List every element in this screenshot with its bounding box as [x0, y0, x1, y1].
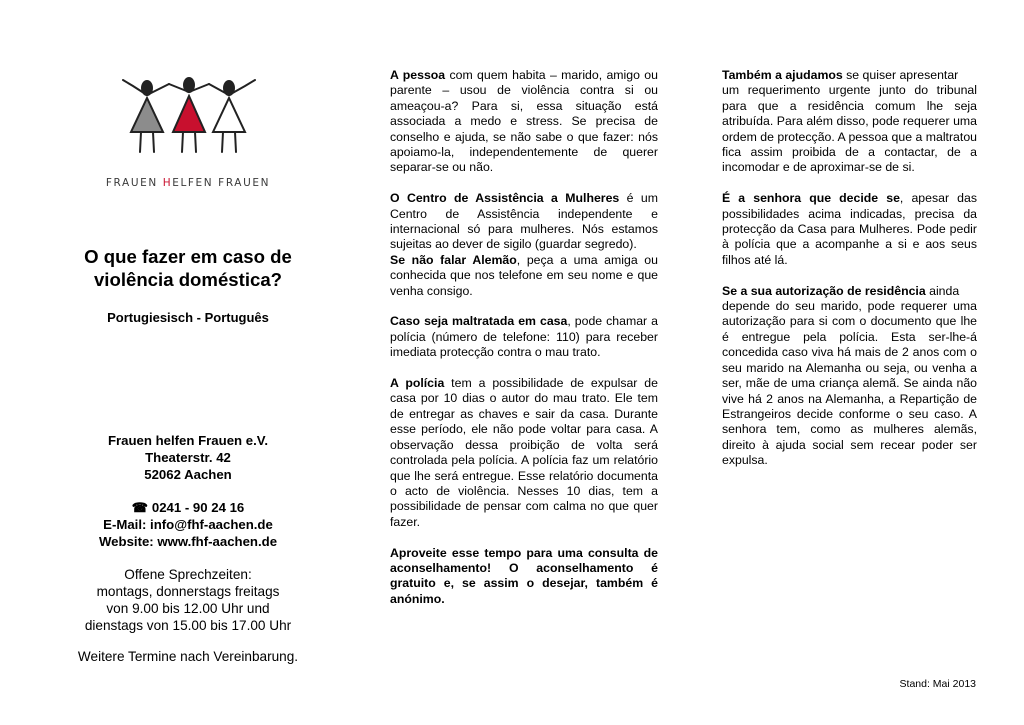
paragraph: A pessoa com quem habita – marido, amigo ou parente – usou de violência contra si ou ameaçou-a? Para si, essa situação está associada a medo e stress. Se precisa de conselho e ajuda, se não sabe o que fazer: nós apoiamo-la, independentemente de querer separar-se ou não. [390, 68, 658, 175]
hours-line: dienstags von 15.00 bis 17.00 Uhr [84, 618, 292, 633]
phone-number: 0241 - 90 24 16 [151, 500, 245, 515]
date-stamp: Stand: Mai 2013 [899, 678, 976, 690]
hours-line: von 9.00 bis 12.00 Uhr und [106, 601, 270, 616]
org-street: Theaterstr. 42 [145, 450, 231, 465]
org-name: Frauen helfen Frauen e.V. [107, 433, 268, 448]
paragraph: O Centro de Assistência a Mulheres é um Centro de Assistência independente e internacional só para mulheres. Nós estamos sujeitas ao dever de sigilo (guardar segredo). Se não falar Alemão, peça a uma amiga ou conhecida que nos telefone em seu nome e que venha consigo. [390, 191, 658, 298]
telephone-icon: ☎ [131, 500, 149, 515]
phone-line [68, 499, 308, 516]
website-line[interactable]: Website: www.fhf-aachen.de [98, 534, 278, 549]
paragraph: A polícia tem a possibilidade de expulsar de casa por 10 dias o autor do mau trato. Ele tem de entregar as chaves e sair da casa. Durante esse período, ele não pode voltar para casa. A observação dessa proibição de volta será controlada pela polícia. A polícia faz um relatório que lhe será entregue. Esse relatório documenta o acto de violência. Nesses 10 dias, tem a possibilidade de pensar com calma no que quer fazer. [390, 376, 658, 529]
paragraph: Também a ajudamos se quiser apresentar um requerimento urgente junto do tribunal para que a residência comum lhe seja atribuída. Para além disso, pode requerer uma ordem de protecção. A pessoa que a maltratou fica assim proibida de a contactar, de a incomodar e de aproximar-se de si. [722, 68, 977, 175]
hours-title: Offene Sprechzeiten: [124, 567, 252, 582]
appointment-note: Weitere Termine nach Vereinbarung. [77, 649, 299, 664]
cover-column [68, 66, 308, 665]
language-label: Portugiesisch - Português [107, 310, 269, 325]
org-city: 52062 Aachen [144, 467, 232, 482]
middle-column [390, 68, 658, 623]
logo-wordmark: FRAUEN HELFEN FRAUEN [105, 177, 271, 189]
hours-line: montags, donnerstags freitags [96, 584, 280, 599]
office-hours [68, 566, 308, 634]
paragraph: Caso seja maltratada em casa, pode chamar a polícia (número de telefone: 110) para receber imediata protecção contra o mau trato. [390, 314, 658, 360]
email-line[interactable]: E-Mail: info@fhf-aachen.de [103, 517, 273, 532]
contact-info [68, 499, 308, 550]
paragraph: Se a sua autorização de residência ainda depende do seu marido, pode requerer uma autorização para si com o documento que lhe é entregue pela polícia. Esta ser-lhe-á concedida caso viva há mais de 2 anos com o seu marido na Alemanha ou seja, ou venha a ser, mãe de uma criança alemã. Se ainda não vive há 2 anos na Alemanha, a Repartição de Estrangeiros decide conforme o seu caso. A senhora tem, como as mulheres alemãs, direito à ajuda social sem recear poder ser expulsa. [722, 283, 977, 468]
right-column [722, 68, 977, 484]
organization-address [68, 432, 308, 483]
three-women-logo [103, 66, 273, 174]
paragraph: Aproveite esse tempo para uma consulta de aconselhamento! O aconselhamento é gratuito e, se assim o desejar, também é anónimo. [390, 545, 658, 606]
paragraph: É a senhora que decide se, apesar das possibilidades acima indicadas, precisa da protecção da Casa para Mulheres. Pode pedir à polícia que a acompanhe a si e aos seus filhos até lá. [722, 191, 977, 267]
page-title: O que fazer em caso de violência doméstica? [84, 246, 292, 290]
